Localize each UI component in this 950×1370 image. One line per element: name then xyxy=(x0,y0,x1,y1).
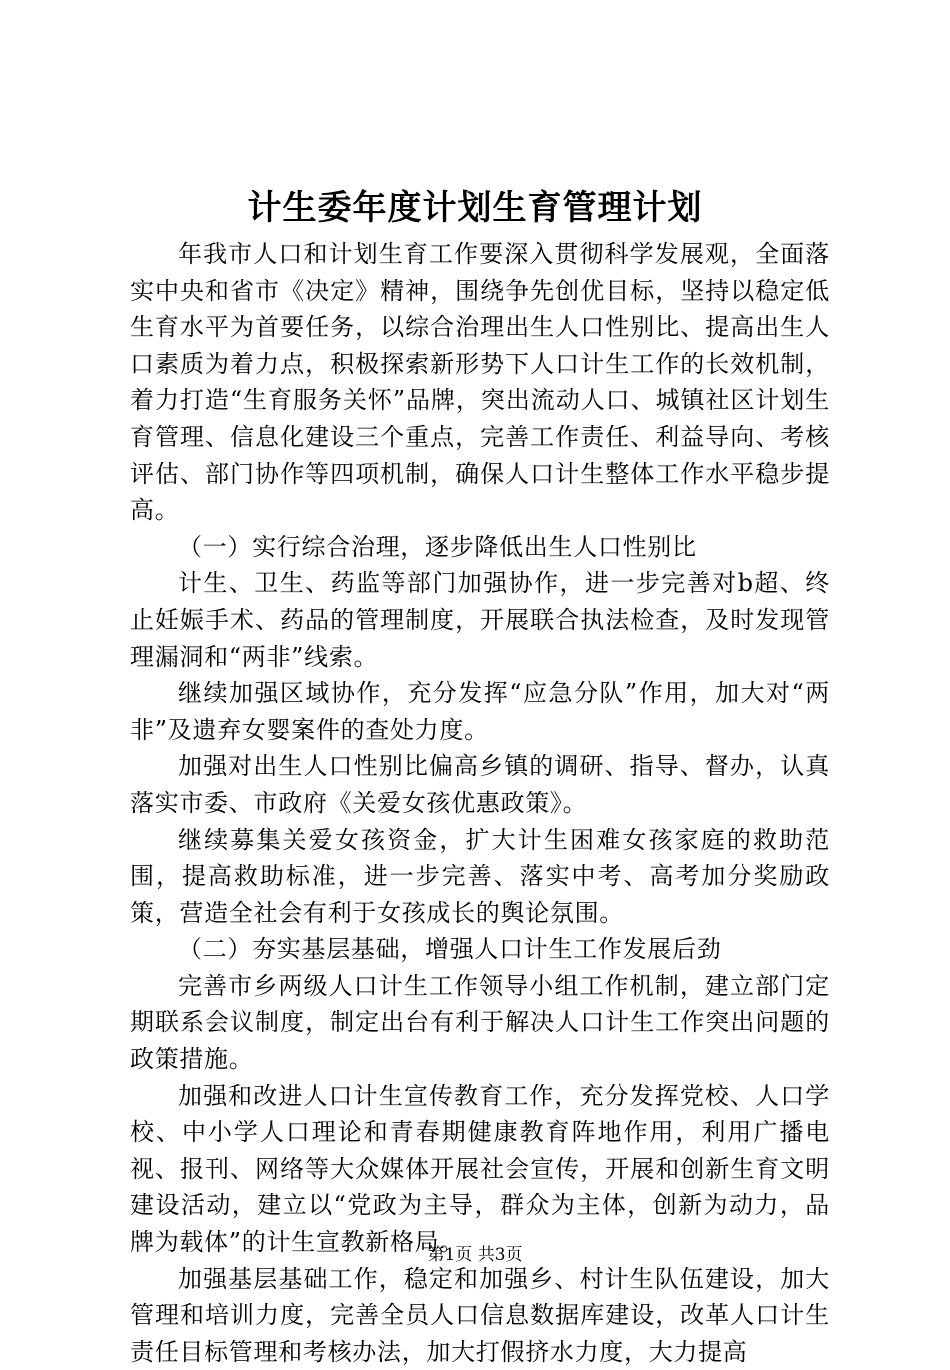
section-heading: （二）夯实基层基础，增强人口计生工作发展后劲 xyxy=(178,935,722,964)
paragraph: 继续加强区域协作，充分发挥“应急分队”作用，加大对“两非”及遗弃女婴案件的查处力度。 xyxy=(130,679,830,744)
page-footer: 第1页 共3页 xyxy=(427,1245,523,1265)
section-heading: （一）实行综合治理，逐步降低出生人口性别比 xyxy=(178,532,697,561)
paragraph: 计生、卫生、药监等部门加强协作，进一步完善对b超、终止妊娠手术、药品的管理制度，开展联合执法检查，及时发现管理漏洞和“两非”线索。 xyxy=(130,569,830,671)
paragraph: 年我市人口和计划生育工作要深入贯彻科学发展观，全面落实中央和省市《决定》精神，围绕争先创优目标，坚持以稳定低生育水平为首要任务，以综合治理出生人口性别比、提高出生人口素质为着力点，积极探索新形势下人口计生工作的长效机制，着力打造“生育服务关怀”品牌，突出流动人口、城镇社区计划生育管理、信息化建设三个重点，完善工作责任、利益导向、考核评估、部门协作等四项机制，确保人口计生整体工作水平稳步提高。 xyxy=(130,240,830,525)
document-title: 计生委年度计划生育管理计划 xyxy=(247,188,703,228)
paragraph: 加强和改进人口计生宣传教育工作，充分发挥党校、人口学校、中小学人口理论和青春期健康教育阵地作用，利用广播电视、报刊、网络等大众媒体开展社会宣传，开展和创新生育文明建设活动，建立以“党政为主导，群众为主体，创新为动力，品牌为载体”的计生宣教新格局。 xyxy=(130,1081,830,1257)
paragraph: 加强对出生人口性别比偏高乡镇的调研、指导、督办，认真落实市委、市政府《关爱女孩优惠政策》。 xyxy=(130,752,830,817)
paragraph: 加强基层基础工作，稳定和加强乡、村计生队伍建设，加大管理和培训力度，完善全员人口信息数据库建设，改革人口计生责任目标管理和考核办法，加大打假挤水力度，大力提高 xyxy=(130,1264,830,1366)
paragraph: 继续募集关爱女孩资金，扩大计生困难女孩家庭的救助范围，提高救助标准，进一步完善、落实中考、高考加分奖励政策，营造全社会有利于女孩成长的舆论氛围。 xyxy=(130,825,830,927)
paragraph: 完善市乡两级人口计生工作领导小组工作机制，建立部门定期联系会议制度，制定出台有利于解决人口计生工作突出问题的政策措施。 xyxy=(130,971,830,1074)
document-body xyxy=(130,236,830,1370)
